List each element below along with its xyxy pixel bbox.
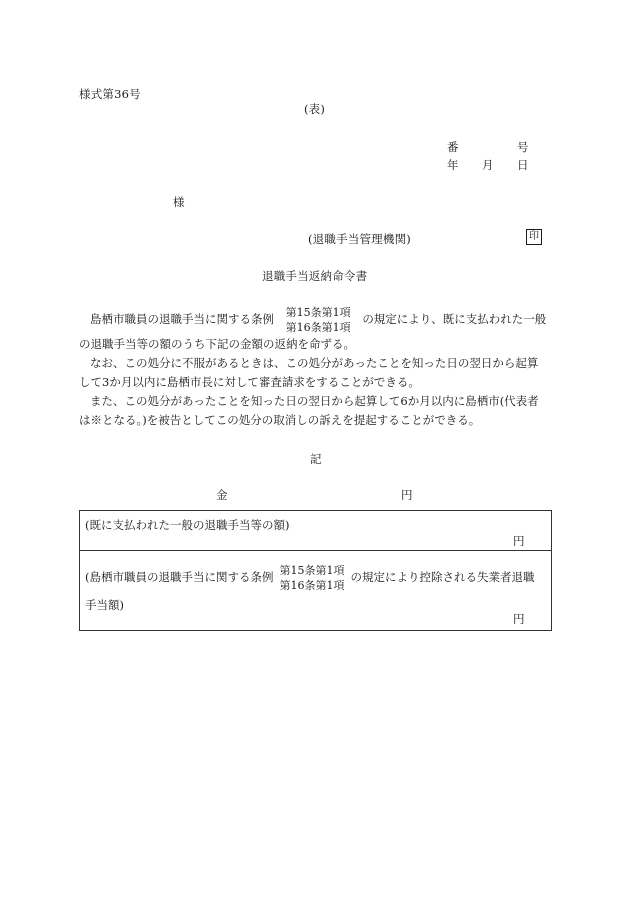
addressee-suffix: 様 [173, 195, 185, 209]
article-16: 第16条第1項 [285, 321, 351, 334]
date-month-label: 月 [482, 158, 494, 172]
deduction-article-stack [280, 563, 345, 593]
table-row [80, 550, 551, 630]
article-15: 第15条第1項 [285, 306, 351, 319]
table-row [80, 511, 551, 550]
issuer: (退職手当管理機関) [308, 232, 411, 246]
deduction-line-1 [85, 563, 535, 593]
paragraph-1-line-1 [79, 303, 557, 335]
paragraph-3-line-2: は※となる。)を被告としてこの処分の取消しの訴えを提起することができる。 [79, 413, 481, 427]
paragraph-1-continuation: の規定により、既に支払われた一般 [362, 312, 547, 326]
body-text [79, 303, 557, 430]
ref-go-label: 号 [517, 140, 529, 154]
paragraph-2-line-1: なお、この処分に不服があるときは、この処分があったことを知った日の翌日から起算 [90, 356, 539, 370]
paid-amount-label: (既に支払われた一般の退職手当等の額) [85, 518, 290, 532]
deduction-ordinance: (島栖市職員の退職手当に関する条例 [85, 570, 274, 584]
deduction-table [79, 510, 552, 631]
ordinance-name: 島栖市職員の退職手当に関する条例 [90, 312, 274, 326]
paragraph-1-line-2: の退職手当等の額のうち下記の金額の返納を命ずる。 [79, 337, 355, 351]
deduction-unit: 円 [513, 612, 525, 626]
date-year-label: 年 [447, 158, 459, 172]
paid-amount-unit: 円 [513, 534, 525, 548]
deduction-article-15: 第15条第1項 [279, 564, 345, 577]
document-title: 退職手当返納命令書 [262, 269, 368, 283]
article-stack [286, 305, 351, 335]
amount-unit: 円 [401, 488, 413, 502]
date-day-label: 日 [517, 158, 529, 172]
ki-heading: 記 [310, 452, 322, 466]
seal-mark: 印 [526, 229, 542, 245]
ref-number-label: 番 [447, 140, 459, 154]
amount-label: 金 [216, 488, 228, 502]
deduction-line-2: 手当額) [85, 598, 124, 612]
deduction-article-16: 第16条第1項 [279, 579, 345, 592]
form-number: 様式第36号 [79, 87, 141, 101]
paragraph-2-line-2: して3か月以内に島栖市長に対して審査請求をすることができる。 [79, 375, 420, 389]
deduction-continuation: の規定により控除される失業者退職 [350, 570, 535, 584]
paragraph-3-line-1: また、この処分があったことを知った日の翌日から起算して6か月以内に島栖市(代表者 [90, 394, 539, 408]
side-label: (表) [304, 102, 326, 116]
